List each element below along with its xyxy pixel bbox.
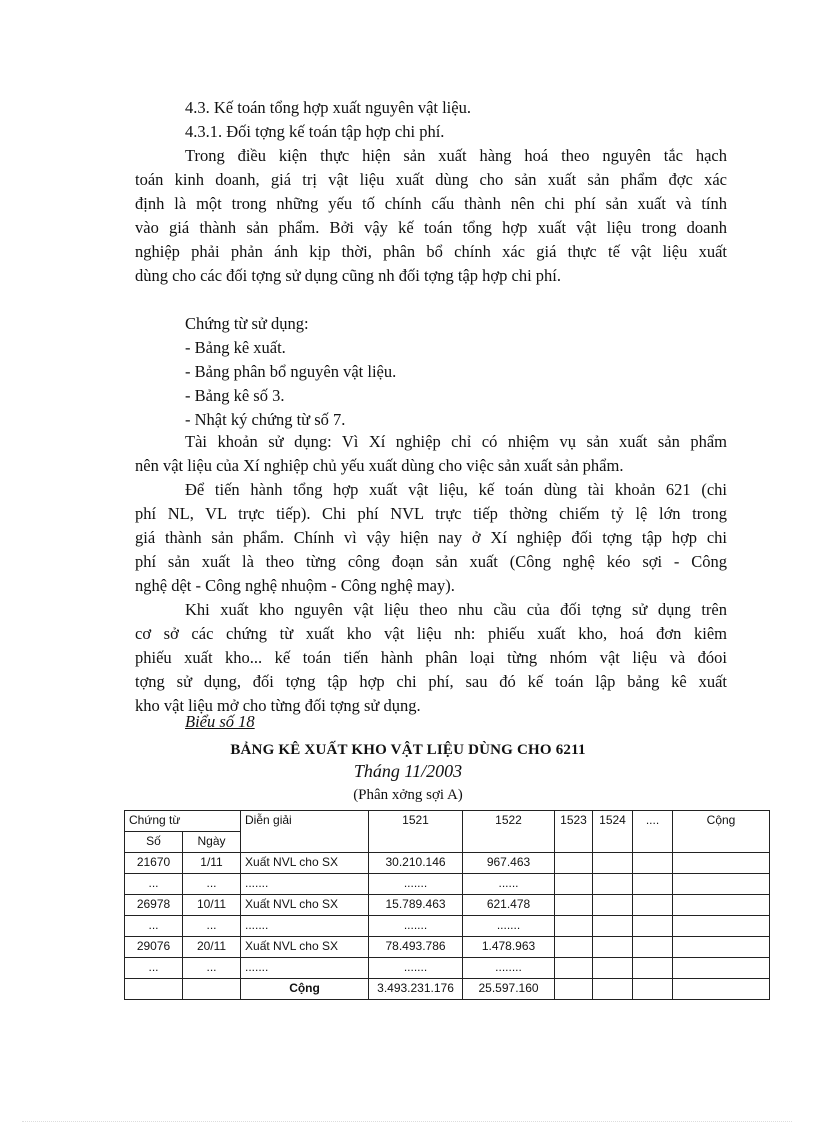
cell-total xyxy=(673,937,770,958)
paragraph-line: toán kinh doanh, giá trị vật liệu xuất dùng cho sản xuất sản phẩm đợc xác xyxy=(135,170,727,189)
cell-1524 xyxy=(593,916,633,937)
table-row xyxy=(125,958,770,979)
cell-1522: ...... xyxy=(463,874,555,895)
cell-1524 xyxy=(593,895,633,916)
header-doc: Chứng từ xyxy=(125,811,241,832)
cell-date: ... xyxy=(183,916,241,937)
total-1521: 3.493.231.176 xyxy=(369,979,463,1000)
cell-desc: Xuất NVL cho SX xyxy=(241,937,369,958)
header-etc: .... xyxy=(633,811,673,853)
docs-item: - Bảng kê số 3. xyxy=(185,386,285,405)
header-total: Cộng xyxy=(673,811,770,853)
cell-total xyxy=(673,853,770,874)
cell-date: ... xyxy=(183,958,241,979)
figure-caption: Biểu số 18 xyxy=(185,712,255,731)
total-1524 xyxy=(593,979,633,1000)
cell-1522: ........ xyxy=(463,958,555,979)
cell-date: 1/11 xyxy=(183,853,241,874)
total-label: Cộng xyxy=(241,979,369,1000)
header-1522: 1522 xyxy=(463,811,555,853)
table-row xyxy=(125,874,770,895)
cell-desc: ....... xyxy=(241,874,369,895)
cell-etc xyxy=(633,916,673,937)
paragraph-line: dùng cho các đối tợng sử dụng cũng nh đối tợng tập hợp chi phí. xyxy=(135,266,562,285)
paragraph-line: định là một trong những yếu tố chính cấu thành nên chi phí sản xuất và tính xyxy=(135,194,727,213)
table-row xyxy=(125,916,770,937)
paragraph-line: nên vật liệu của Xí nghiệp chủ yếu xuất dùng cho việc sản xuất sản phẩm. xyxy=(135,456,624,475)
docs-item: - Nhật ký chứng từ số 7. xyxy=(185,410,346,429)
cell-total xyxy=(673,895,770,916)
cell-1521: ....... xyxy=(369,874,463,895)
cell-1522: 967.463 xyxy=(463,853,555,874)
cell-date: 20/11 xyxy=(183,937,241,958)
cell-1521: ....... xyxy=(369,958,463,979)
cell-etc xyxy=(633,958,673,979)
table-row xyxy=(125,853,770,874)
paragraph-line: cơ sở các chứng từ xuất kho vật liệu nh: phiếu xuất kho, hoá đơn kiêm xyxy=(135,624,727,643)
table-header-row xyxy=(125,811,770,832)
cell-date: ... xyxy=(183,874,241,895)
table-subtitle: Tháng 11/2003 xyxy=(353,761,463,781)
cell-no: ... xyxy=(125,874,183,895)
cell-1524 xyxy=(593,874,633,895)
paragraph-line: Khi xuất kho nguyên vật liệu theo nhu cầu của đối tợng sử dụng trên xyxy=(185,600,727,619)
cell-1522: ....... xyxy=(463,916,555,937)
header-1523: 1523 xyxy=(555,811,593,853)
cell-etc xyxy=(633,874,673,895)
cell-1523 xyxy=(555,895,593,916)
header-date: Ngày xyxy=(183,832,241,853)
cell-etc xyxy=(633,853,673,874)
paragraph-line: kho vật liệu mở cho từng đối tợng sử dụng. xyxy=(135,696,421,715)
table-row xyxy=(125,895,770,916)
cell-no: 29076 xyxy=(125,937,183,958)
cell-etc xyxy=(633,937,673,958)
cell-no: 26978 xyxy=(125,895,183,916)
header-1521: 1521 xyxy=(369,811,463,853)
footer-divider xyxy=(22,1121,792,1122)
paragraph-line: nghệ dệt - Công nghệ nhuộm - Công nghệ may). xyxy=(135,576,455,595)
table-title: BẢNG KÊ XUẤT KHO VẬT LIỆU DÙNG CHO 6211 xyxy=(230,742,586,758)
cell-1523 xyxy=(555,958,593,979)
cell-1521: 30.210.146 xyxy=(369,853,463,874)
paragraph-line: phí NL, VL trực tiếp). Chi phí NVL trực tiếp thờng chiếm tỷ lệ lớn trong xyxy=(135,504,727,523)
cell-etc xyxy=(633,895,673,916)
cell-1524 xyxy=(593,958,633,979)
cell-no: ... xyxy=(125,916,183,937)
cell-total xyxy=(673,916,770,937)
paragraph-line: nghiệp phải phản ánh kịp thời, phân bổ chính xác giá thực tế vật liệu xuất xyxy=(135,242,727,261)
cell-date xyxy=(183,979,241,1000)
paragraph-line: phiếu xuất kho... kế toán tiến hành phân loại từng nhóm vật liệu và đóoi xyxy=(135,648,727,667)
cell-1524 xyxy=(593,937,633,958)
cell-1523 xyxy=(555,916,593,937)
paragraph-line: giá thành sản phẩm. Chính vì vậy hiện nay ở Xí nghiệp đối tợng tập hợp chi xyxy=(135,528,727,547)
paragraph-line: Để tiến hành tổng hợp xuất vật liệu, kế toán dùng tài khoản 621 (chi xyxy=(185,480,727,499)
cell-desc: Xuất NVL cho SX xyxy=(241,853,369,874)
header-desc: Diễn giải xyxy=(241,811,369,853)
table-row xyxy=(125,937,770,958)
cell-no: 21670 xyxy=(125,853,183,874)
docs-label: Chứng từ sử dụng: xyxy=(185,314,309,333)
subsection-heading: 4.3.1. Đối tợng kế toán tập hợp chi phí. xyxy=(185,122,445,141)
cell-1523 xyxy=(555,874,593,895)
table-total-row xyxy=(125,979,770,1000)
paragraph-line: Trong điều kiện thực hiện sản xuất hàng hoá theo nguyên tắc hạch xyxy=(185,146,727,165)
cell-1524 xyxy=(593,853,633,874)
cell-no xyxy=(125,979,183,1000)
cell-date: 10/11 xyxy=(183,895,241,916)
cell-1521: ....... xyxy=(369,916,463,937)
cell-desc: ....... xyxy=(241,958,369,979)
cell-desc: ....... xyxy=(241,916,369,937)
paragraph-line: vào giá thành sản phẩm. Bởi vậy kế toán tổng hợp xuất vật liệu trong doanh xyxy=(135,218,727,237)
cell-1522: 1.478.963 xyxy=(463,937,555,958)
cell-1522: 621.478 xyxy=(463,895,555,916)
cell-total xyxy=(673,874,770,895)
docs-item: - Bảng phân bổ nguyên vật liệu. xyxy=(185,362,397,381)
paragraph-line: Tài khoản sử dụng: Vì Xí nghiệp chỉ có nhiệm vụ sản xuất sản phẩm xyxy=(185,432,727,451)
paragraph-line: phí sản xuất là theo từng công đoạn sản xuất (Công nghệ kéo sợi - Công xyxy=(135,552,727,571)
cell-desc: Xuất NVL cho SX xyxy=(241,895,369,916)
paragraph-line: tợng sử dụng, đối tợng tập hợp chi phí, sau đó kế toán lập bảng kê xuất xyxy=(135,672,727,691)
header-1524: 1524 xyxy=(593,811,633,853)
total-1523 xyxy=(555,979,593,1000)
cell-1521: 78.493.786 xyxy=(369,937,463,958)
materials-table xyxy=(124,810,770,1000)
table-note: (Phân xởng sợi A) xyxy=(353,787,463,803)
total-etc xyxy=(633,979,673,1000)
total-1522: 25.597.160 xyxy=(463,979,555,1000)
cell-total xyxy=(673,958,770,979)
cell-1523 xyxy=(555,937,593,958)
section-heading: 4.3. Kế toán tổng hợp xuất nguyên vật liệu. xyxy=(185,98,471,117)
cell-1523 xyxy=(555,853,593,874)
cell-no: ... xyxy=(125,958,183,979)
docs-item: - Bảng kê xuất. xyxy=(185,338,286,357)
cell-1521: 15.789.463 xyxy=(369,895,463,916)
total-sum xyxy=(673,979,770,1000)
header-no: Số xyxy=(125,832,183,853)
